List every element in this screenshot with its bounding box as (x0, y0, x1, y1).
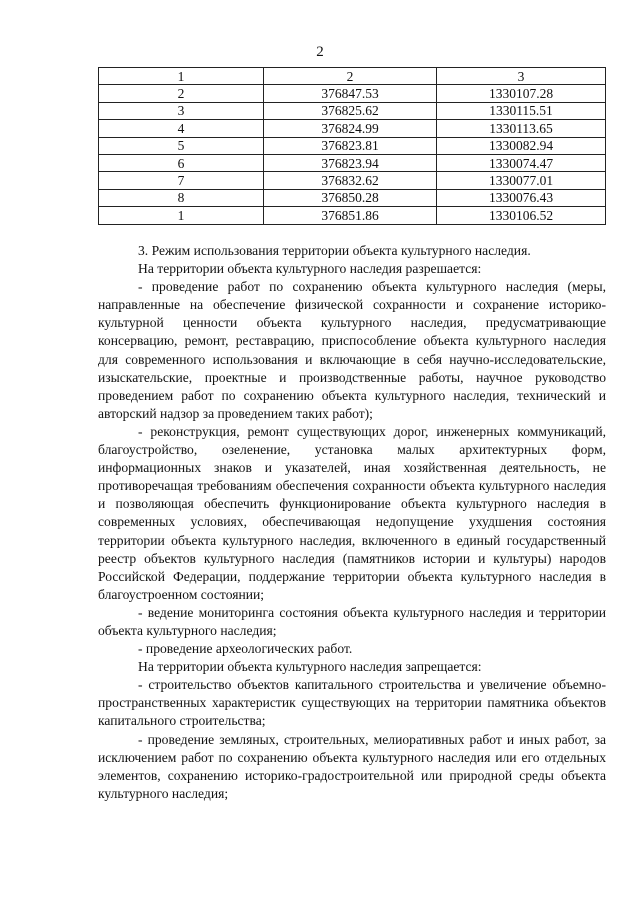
y-coordinate-cell: 1330074.47 (437, 154, 606, 171)
table-row (99, 137, 606, 154)
y-coordinate-cell: 1330106.52 (437, 207, 606, 224)
x-coordinate-cell: 376823.81 (264, 137, 437, 154)
list-item: - проведение работ по сохранению объекта культурного наследия (меры, направленные на обеспечение физической сохранности и сохранение историко-культурной ценности объекта культурного наследия, предусматривающие консервацию, ремонт, реставрацию, приспособление объекта культурного наследия для современного использования и включающие в себя научно-исследовательские, изыскательские, проектные и производственные работы, научное руководство проведением работ по сохранению объекта культурного наследия, технический и авторский надзор за проведением таких работ); (98, 279, 606, 421)
table-row (99, 85, 606, 102)
point-number-cell: 1 (99, 207, 264, 224)
x-coordinate-cell: 376824.99 (264, 120, 437, 137)
point-number-cell: 2 (99, 85, 264, 102)
table-row (99, 120, 606, 137)
paragraph: На территории объекта культурного наследия разрешается: (138, 261, 482, 277)
x-coordinate-cell: 376847.53 (264, 85, 437, 102)
page-number: 2 (316, 44, 324, 60)
table-header-row (99, 68, 606, 85)
table-header-cell: 2 (264, 68, 437, 85)
point-number-cell: 6 (99, 154, 264, 171)
x-coordinate-cell: 376850.28 (264, 189, 437, 206)
x-coordinate-cell: 376825.62 (264, 102, 437, 119)
point-number-cell: 8 (99, 189, 264, 206)
list-item: - строительство объектов капитального строительства и увеличение объемно-пространственных характеристик существующих на территории памятника объектов капитального строительства; (98, 677, 606, 729)
list-item: - проведение археологических работ. (138, 641, 353, 657)
y-coordinate-cell: 1330107.28 (437, 85, 606, 102)
section-heading: 3. Режим использования территории объекта культурного наследия. (138, 243, 531, 258)
x-coordinate-cell: 376851.86 (264, 207, 437, 224)
paragraph: На территории объекта культурного наследия запрещается: (138, 659, 482, 675)
table-row (99, 102, 606, 119)
list-item: - проведение земляных, строительных, мелиоративных работ и иных работ, за исключением работ по сохранению объекта культурного наследия или его отдельных элементов, сохранению историко-градостроительной или природной среды объекта культурного наследия; (98, 731, 606, 801)
point-number-cell: 7 (99, 172, 264, 189)
y-coordinate-cell: 1330082.94 (437, 137, 606, 154)
table-row (99, 207, 606, 224)
list-item: - реконструкция, ремонт существующих дорог, инженерных коммуникаций, благоустройство, озеленение, установка малых архитектурных форм, информационных знаков и указателей, иная хозяйственная деятельность, не противоречащая требованиям обеспечения сохранности объекта культурного наследия и позволяющая обеспечить функционирование объекта культурного наследия в современных условиях, обеспечивающая недопущение ухудшения состояния территории объекта культурного наследия, включенного в единый государственный реестр объектов культурного наследия (памятников истории и культуры) народов Российской Федерации, поддержание территории объекта культурного наследия в благоустроенном состоянии; (98, 423, 606, 602)
y-coordinate-cell: 1330113.65 (437, 120, 606, 137)
list-item: - ведение мониторинга состояния объекта культурного наследия и территории объекта культурного наследия; (98, 604, 606, 638)
y-coordinate-cell: 1330077.01 (437, 172, 606, 189)
point-number-cell: 4 (99, 120, 264, 137)
x-coordinate-cell: 376823.94 (264, 154, 437, 171)
table-header-cell: 3 (437, 68, 606, 85)
y-coordinate-cell: 1330115.51 (437, 102, 606, 119)
x-coordinate-cell: 376832.62 (264, 172, 437, 189)
body-text (98, 242, 606, 803)
point-number-cell: 3 (99, 102, 264, 119)
point-number-cell: 5 (99, 137, 264, 154)
table-header-cell: 1 (99, 68, 264, 85)
y-coordinate-cell: 1330076.43 (437, 189, 606, 206)
table-row (99, 154, 606, 171)
coordinates-table (98, 67, 606, 225)
table-row (99, 189, 606, 206)
table-row (99, 172, 606, 189)
